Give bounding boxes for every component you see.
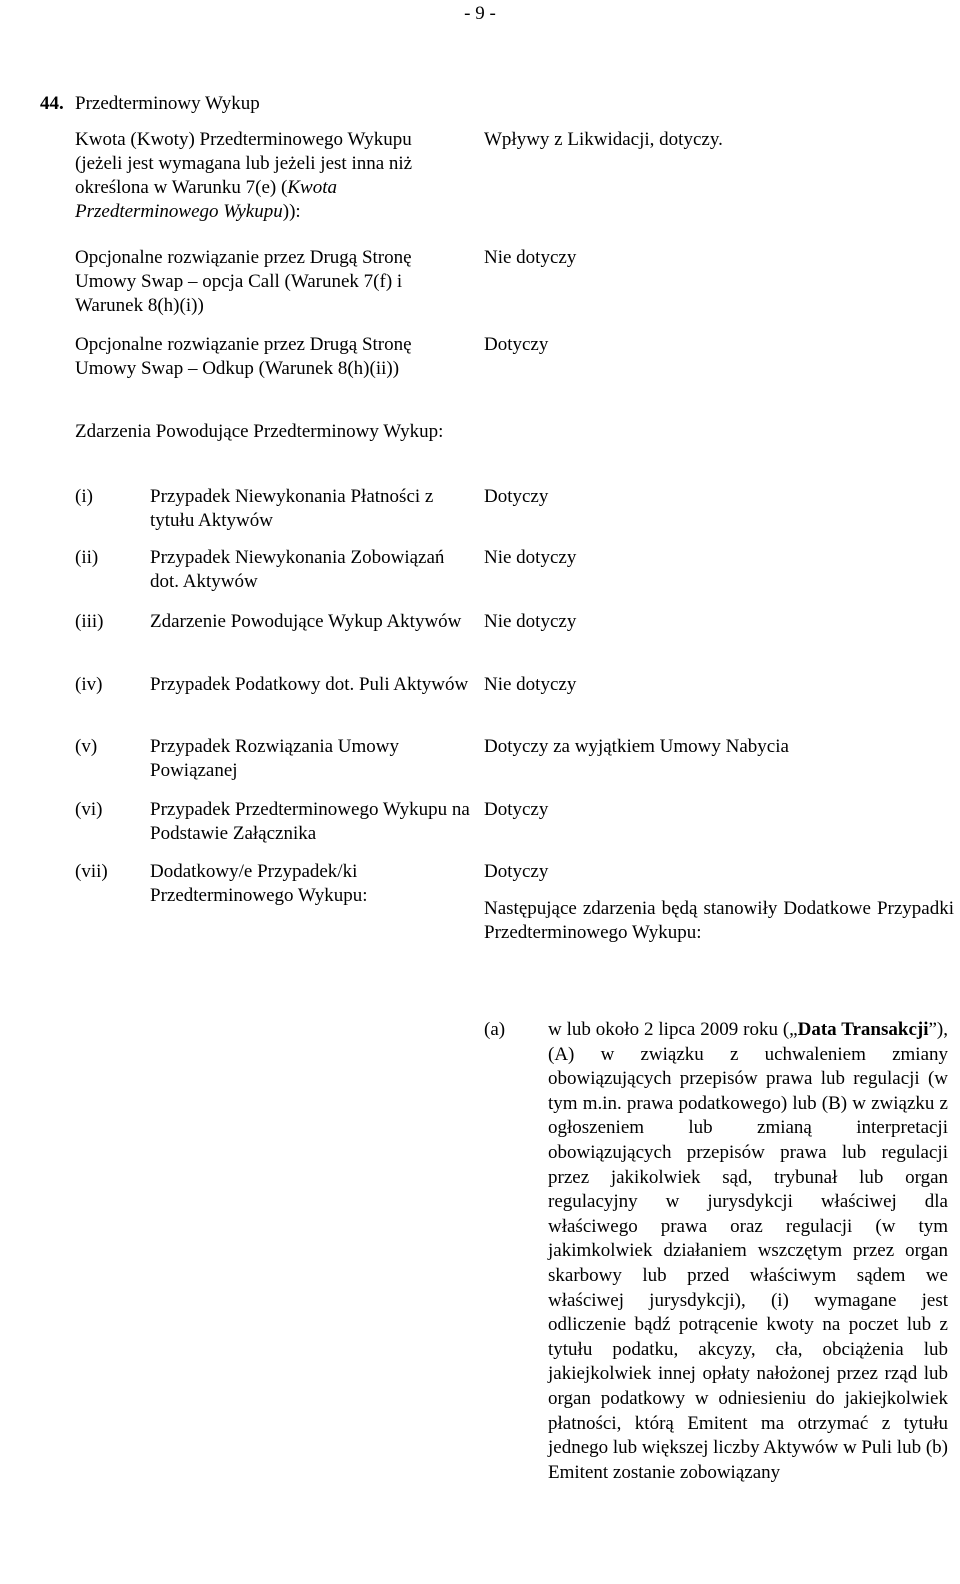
- kwota-label-end: )):: [282, 201, 301, 222]
- event-value: Dotyczy: [484, 861, 549, 882]
- page-number: - 9 -: [464, 3, 496, 24]
- event-label: Przypadek Niewykonania Płatności z tytułu Aktywów: [150, 486, 434, 531]
- kwota-label: [75, 128, 455, 224]
- event-label: Dodatkowy/e Przypadek/ki Przedterminowego Wykupu:: [150, 861, 368, 906]
- paragraph-text-start: w lub około 2 lipca 2009 roku („: [548, 1019, 798, 1040]
- zdarzenia-label: Zdarzenia Powodujące Przedterminowy Wykup:: [75, 421, 444, 442]
- event-value: Nie dotyczy: [484, 611, 577, 632]
- event-label: Przypadek Rozwiązania Umowy Powiązanej: [150, 736, 400, 781]
- additional-intro: Następujące zdarzenia będą stanowiły Dodatkowe Przypadki Przedterminowego Wykupu:: [484, 898, 954, 943]
- odkup-label: Opcjonalne rozwiązanie przez Drugą Stronę Umowy Swap – Odkup (Warunek 8(h)(ii)): [75, 334, 412, 379]
- event-num: (i): [75, 486, 93, 507]
- paragraph-label: (a): [484, 1019, 506, 1040]
- odkup-value: Dotyczy: [484, 334, 549, 355]
- event-num: (ii): [75, 547, 99, 568]
- event-num: (v): [75, 736, 98, 757]
- kwota-value: Wpływy z Likwidacji, dotyczy.: [484, 129, 723, 150]
- paragraph-text-rest: ”), (A) w związku z uchwaleniem zmiany obowiązujących przepisów prawa lub regulacji (w tym m.in. prawa podatkowego) lub (B) w związku z ogłoszeniem lub zmianą interpretacji obowiązujących przepisów prawa lub regulacji przez jakikolwiek sąd, trybunał lub organ regulacyjny w jurysdykcji właściwej dla właściwego prawa oraz regulacji (w tym jakimkolwiek działaniem wszczętym przez organ skarbowy lub przed właściwym sądem we właściwej jurysdykcji), (i) wymagane jest odliczenie bądź potrącenie kwoty na poczet lub z tytułu podatku, akcyzy, cła, obciążenia lub jakiejkolwiek innej opłaty nałożonej przez rząd lub organ podatkowy w odniesieniu do jakiejkolwiek płatności, którą Emitent ma otrzymać z tytułu jednego lub większej liczby Aktywów w Puli lub (b) Emitent zostanie zobowiązany: [548, 1019, 948, 1483]
- event-label: Przypadek Podatkowy dot. Puli Aktywów: [150, 674, 469, 695]
- event-value: Dotyczy: [484, 486, 549, 507]
- paragraph-body: [548, 1018, 948, 1485]
- kwota-label-text: Kwota (Kwoty) Przedterminowego Wykupu (jeżeli jest wymagana lub jeżeli jest inna niż określona w Warunku 7(e) (: [75, 129, 413, 198]
- event-label: Przypadek Niewykonania Zobowiązań dot. Aktywów: [150, 547, 445, 592]
- event-num: (iv): [75, 674, 103, 695]
- event-num: (vi): [75, 799, 103, 820]
- event-value: Nie dotyczy: [484, 547, 577, 568]
- section-title: Przedterminowy Wykup: [75, 93, 260, 114]
- event-value: Dotyczy: [484, 799, 549, 820]
- kwota-label-italic: Kwota Przedterminowego Wykupu: [75, 177, 337, 222]
- event-value: Nie dotyczy: [484, 674, 577, 695]
- event-num: (vii): [75, 861, 108, 882]
- event-label: Zdarzenie Powodujące Wykup Aktywów: [150, 611, 462, 632]
- event-value: Dotyczy za wyjątkiem Umowy Nabycia: [484, 736, 789, 757]
- defined-term: Data Transakcji: [797, 1019, 929, 1040]
- section-number: 44.: [40, 93, 64, 114]
- event-label: Przypadek Przedterminowego Wykupu na Podstawie Załącznika: [150, 799, 470, 844]
- call-label: Opcjonalne rozwiązanie przez Drugą Stronę Umowy Swap – opcja Call (Warunek 7(f) i Warunek 8(h)(i)): [75, 247, 412, 316]
- call-value: Nie dotyczy: [484, 247, 577, 268]
- event-num: (iii): [75, 611, 104, 632]
